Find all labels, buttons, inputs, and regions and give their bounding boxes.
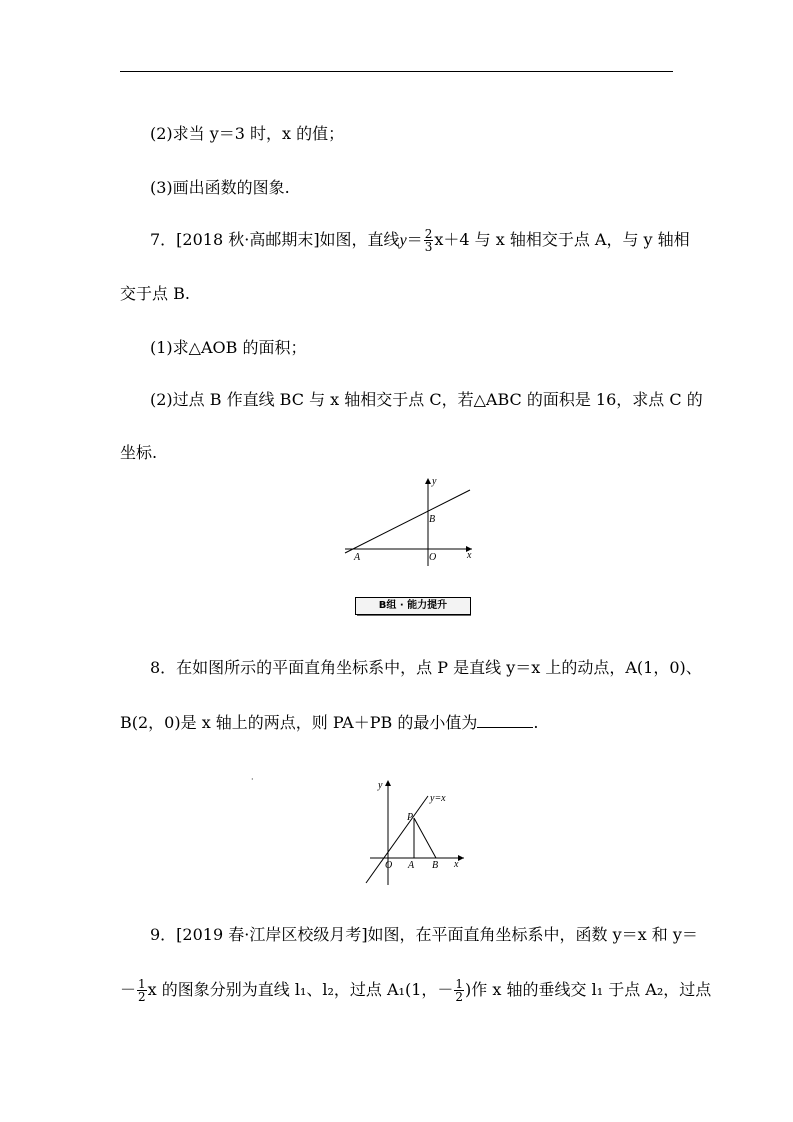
q9-line1: 9．[2019 春·江岸区校级月考]如图，在平面直角坐标系中，函数 y＝x 和 y＝ bbox=[150, 925, 698, 944]
q8-label-p: P bbox=[407, 812, 414, 823]
q8-label-line: y=x bbox=[430, 793, 446, 804]
q9-end: )作 x 轴的垂线交 l₁ 于点 A₂，过点 bbox=[465, 980, 712, 999]
q7-part2-cont: 坐标. bbox=[120, 443, 158, 462]
q7-label-b: B bbox=[429, 514, 436, 525]
q8-label-y: y bbox=[378, 780, 383, 791]
q7-line bbox=[345, 490, 470, 553]
q7-part2: (2)过点 B 作直线 BC 与 x 轴相交于点 C，若△ABC 的面积是 16，求点 C 的 bbox=[150, 390, 703, 409]
q8-label-b: B bbox=[432, 860, 439, 871]
header-rule bbox=[120, 71, 673, 72]
q8-figure bbox=[356, 772, 468, 890]
q7-line2: 交于点 B. bbox=[120, 284, 190, 303]
q8-label-x: x bbox=[454, 859, 459, 870]
q7-line1 bbox=[150, 228, 690, 253]
q9-neg: － bbox=[120, 980, 137, 999]
q9-line2 bbox=[120, 978, 711, 1003]
q7-fraction-num: 2 bbox=[424, 227, 433, 241]
q8-line1: 8．在如图所示的平面直角坐标系中，点 P 是直线 y＝x 上的动点，A(1，0)、 bbox=[150, 658, 702, 677]
q8-segment-pb bbox=[414, 818, 436, 858]
q7-figure bbox=[340, 474, 480, 569]
q8-label-a: A bbox=[408, 860, 415, 871]
q7-y-arrow bbox=[425, 478, 431, 484]
q9-fraction1-num: 1 bbox=[138, 977, 146, 991]
q8-line-y-eq-x bbox=[366, 796, 428, 883]
q7-part1: (1)求△AOB 的面积； bbox=[150, 338, 307, 357]
q8-period: . bbox=[533, 713, 539, 732]
q6-part2: (2)求当 y＝3 时，x 的值； bbox=[150, 124, 345, 143]
q7-intro: 7．[2018 秋·高邮期末]如图，直线 bbox=[150, 230, 400, 249]
q9-fraction2-num: 1 bbox=[455, 977, 464, 991]
q8-line2 bbox=[120, 713, 538, 733]
q8-y-arrow bbox=[385, 780, 391, 786]
q7-label-x: x bbox=[467, 550, 472, 561]
q9-fraction2 bbox=[454, 978, 464, 1003]
q7-equals: ＝ bbox=[406, 230, 423, 249]
q9-fraction2-den: 2 bbox=[455, 990, 464, 1004]
q7-rest: x＋4 与 x 轴相交于点 A，与 y 轴相 bbox=[434, 230, 690, 249]
q7-label-y: y bbox=[432, 476, 437, 487]
q8-label-o: O bbox=[385, 860, 393, 871]
q7-fraction-den: 3 bbox=[424, 240, 433, 254]
stray-dot: · bbox=[251, 775, 254, 784]
q8-answer-blank bbox=[477, 713, 533, 728]
q8-x-arrow bbox=[458, 855, 464, 861]
q9-middle: x 的图象分别为直线 l₁、l₂，过点 A₁(1，－ bbox=[147, 980, 454, 999]
q7-label-a: A bbox=[354, 552, 361, 563]
q7-label-o: O bbox=[429, 552, 437, 563]
q9-fraction1 bbox=[137, 978, 147, 1003]
q6-part3: (3)画出函数的图象. bbox=[150, 178, 290, 197]
q7-y-var: y bbox=[399, 232, 407, 249]
q9-fraction1-den: 2 bbox=[138, 990, 146, 1004]
q8-text: B(2，0)是 x 轴上的两点，则 PA＋PB 的最小值为 bbox=[120, 713, 478, 732]
section-title: B组 · 能力提升 bbox=[355, 597, 471, 615]
q7-fraction bbox=[424, 228, 434, 253]
section-badge bbox=[355, 597, 471, 617]
